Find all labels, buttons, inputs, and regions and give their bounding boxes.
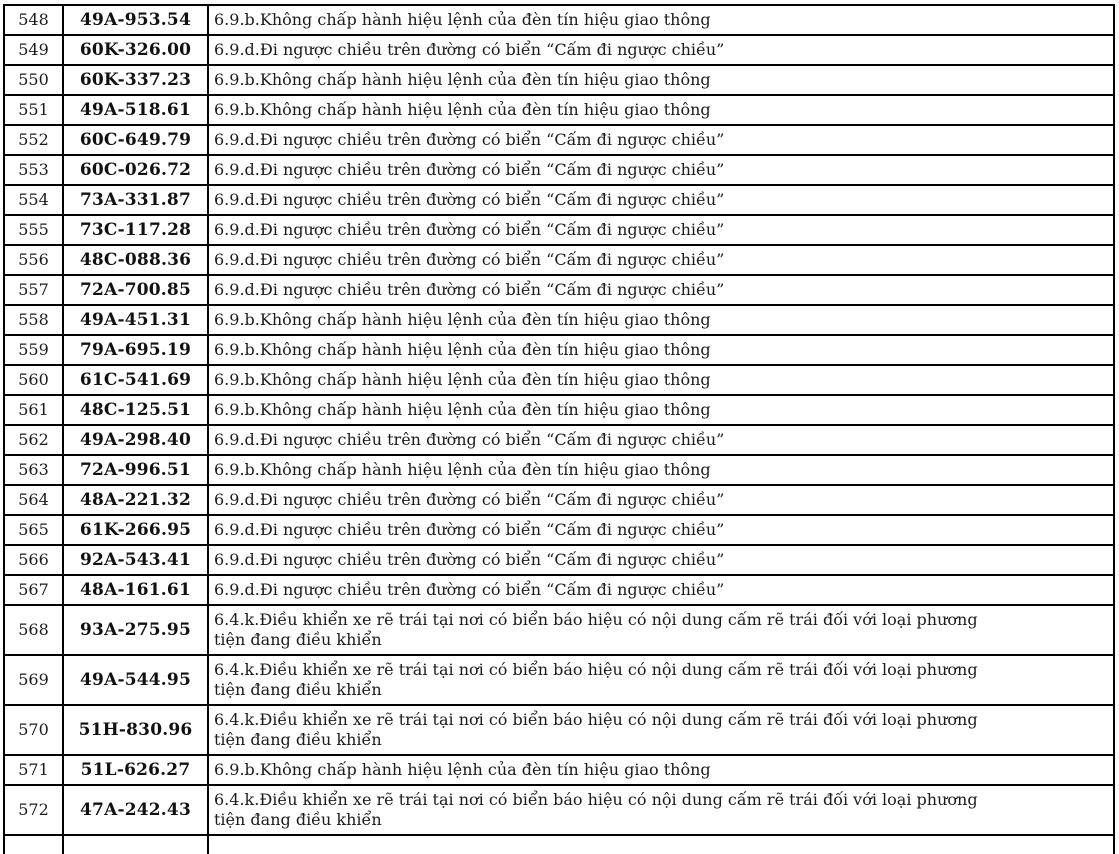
plate-number-cell: 61C-541.69 — [63, 365, 208, 395]
violation-row — [4, 485, 1114, 515]
row-number-cell: 567 — [4, 575, 63, 605]
violation-description-cell — [208, 545, 1114, 575]
plate-number-cell: 48C-125.51 — [63, 395, 208, 425]
violation-description-text: 6.9.b.Không chấp hành hiệu lệnh của đèn tín hiệu giao thông — [214, 760, 711, 779]
violation-description-text: 6.9.d.Đi ngược chiều trên đường có biển “Cấm đi ngược chiều” — [214, 520, 725, 539]
violation-description-text: 6.9.d.Đi ngược chiều trên đường có biển “Cấm đi ngược chiều” — [214, 430, 725, 449]
violation-row — [4, 605, 1114, 655]
violation-row — [4, 245, 1114, 275]
violation-description-text: 6.9.d.Đi ngược chiều trên đường có biển “Cấm đi ngược chiều” — [214, 220, 725, 239]
violation-description-cell — [208, 785, 1114, 835]
row-number-cell: 572 — [4, 785, 63, 835]
violation-description-text: 6.4.k.Điều khiển xe rẽ trái tại nơi có biển báo hiệu có nội dung cấm rẽ trái đối với loại phương tiện đang điều khiển — [214, 710, 978, 749]
violation-description-cell — [208, 755, 1114, 785]
violation-description-text: 6.4.k.Điều khiển xe rẽ trái tại nơi có biển báo hiệu có nội dung cấm rẽ trái đối với loại phương tiện đang điều khiển — [214, 790, 978, 829]
violation-description-text: 6.9.d.Đi ngược chiều trên đường có biển “Cấm đi ngược chiều” — [214, 280, 725, 299]
violation-description-text: 6.9.b.Không chấp hành hiệu lệnh của đèn tín hiệu giao thông — [214, 100, 711, 119]
row-number-cell: 570 — [4, 705, 63, 755]
row-number-cell: 555 — [4, 215, 63, 245]
violation-description-cell — [208, 95, 1114, 125]
row-number-cell: 559 — [4, 335, 63, 365]
plate-number-cell: 47A-242.43 — [63, 785, 208, 835]
plate-number-cell: 60C-026.72 — [63, 155, 208, 185]
violation-description-cell — [208, 705, 1114, 755]
partial-next-row — [4, 835, 1114, 854]
violation-row — [4, 335, 1114, 365]
row-number-cell: 553 — [4, 155, 63, 185]
row-number-cell: 569 — [4, 655, 63, 705]
violation-description-text: 6.9.d.Đi ngược chiều trên đường có biển “Cấm đi ngược chiều” — [214, 250, 725, 269]
violation-description-text: 6.9.b.Không chấp hành hiệu lệnh của đèn tín hiệu giao thông — [214, 460, 711, 479]
row-number-cell: 552 — [4, 125, 63, 155]
violation-row — [4, 705, 1114, 755]
violation-row — [4, 785, 1114, 835]
row-number-cell: 565 — [4, 515, 63, 545]
violation-description-text: 6.9.b.Không chấp hành hiệu lệnh của đèn tín hiệu giao thông — [214, 370, 711, 389]
violation-row — [4, 515, 1114, 545]
violation-description-cell — [208, 275, 1114, 305]
plate-number-cell: 73C-117.28 — [63, 215, 208, 245]
row-number-cell: 563 — [4, 455, 63, 485]
plate-number-cell: 48A-221.32 — [63, 485, 208, 515]
row-number-cell: 558 — [4, 305, 63, 335]
violation-description-text: 6.9.d.Đi ngược chiều trên đường có biển “Cấm đi ngược chiều” — [214, 490, 725, 509]
plate-number-cell: 61K-266.95 — [63, 515, 208, 545]
row-number-cell: 560 — [4, 365, 63, 395]
violation-description-cell — [208, 305, 1114, 335]
violation-description-text: 6.4.k.Điều khiển xe rẽ trái tại nơi có biển báo hiệu có nội dung cấm rẽ trái đối với loại phương tiện đang điều khiển — [214, 610, 978, 649]
violation-description-text: 6.9.d.Đi ngược chiều trên đường có biển “Cấm đi ngược chiều” — [214, 190, 725, 209]
row-number-cell: 549 — [4, 35, 63, 65]
violation-row — [4, 575, 1114, 605]
violation-row — [4, 65, 1114, 95]
violation-description-text: 6.9.b.Không chấp hành hiệu lệnh của đèn tín hiệu giao thông — [214, 70, 711, 89]
violation-row — [4, 305, 1114, 335]
plate-number-cell: 51H-830.96 — [63, 705, 208, 755]
violation-row — [4, 215, 1114, 245]
row-number-cell: 566 — [4, 545, 63, 575]
row-number-cell: 564 — [4, 485, 63, 515]
row-number-cell: 554 — [4, 185, 63, 215]
plate-number-cell: 60C-649.79 — [63, 125, 208, 155]
violation-row — [4, 155, 1114, 185]
violation-description-cell — [208, 455, 1114, 485]
violation-row — [4, 275, 1114, 305]
violation-description-cell — [208, 215, 1114, 245]
partial-row — [4, 835, 1114, 854]
plate-number-cell: 49A-298.40 — [63, 425, 208, 455]
plate-number-cell: 51L-626.27 — [63, 755, 208, 785]
row-number-cell: 550 — [4, 65, 63, 95]
violation-row — [4, 185, 1114, 215]
violation-description-cell — [208, 655, 1114, 705]
violation-description-cell — [208, 185, 1114, 215]
violation-row — [4, 455, 1114, 485]
row-number-cell: 551 — [4, 95, 63, 125]
violation-description-text: 6.9.b.Không chấp hành hiệu lệnh của đèn tín hiệu giao thông — [214, 10, 711, 29]
plate-number-cell: 93A-275.95 — [63, 605, 208, 655]
row-number-cell: 556 — [4, 245, 63, 275]
row-number-cell: 568 — [4, 605, 63, 655]
plate-number-cell: 73A-331.87 — [63, 185, 208, 215]
plate-number-cell: 72A-996.51 — [63, 455, 208, 485]
violation-description-text: 6.9.d.Đi ngược chiều trên đường có biển “Cấm đi ngược chiều” — [214, 160, 725, 179]
violation-description-cell — [208, 155, 1114, 185]
violation-description-text: 6.9.d.Đi ngược chiều trên đường có biển “Cấm đi ngược chiều” — [214, 550, 725, 569]
violation-row — [4, 5, 1114, 35]
violation-description-text: 6.9.b.Không chấp hành hiệu lệnh của đèn tín hiệu giao thông — [214, 340, 711, 359]
violation-description-cell — [208, 515, 1114, 545]
partial-plate-cell — [63, 835, 208, 854]
violation-description-cell — [208, 425, 1114, 455]
plate-number-cell: 49A-953.54 — [63, 5, 208, 35]
violation-description-text: 6.9.b.Không chấp hành hiệu lệnh của đèn tín hiệu giao thông — [214, 400, 711, 419]
plate-number-cell: 49A-451.31 — [63, 305, 208, 335]
violation-row — [4, 425, 1114, 455]
violation-description-cell — [208, 365, 1114, 395]
violations-table-body — [4, 5, 1114, 835]
violation-description-cell — [208, 245, 1114, 275]
partial-description-cell — [208, 835, 1114, 854]
violation-row — [4, 395, 1114, 425]
row-number-cell: 562 — [4, 425, 63, 455]
partial-row-number-cell — [4, 835, 63, 854]
plate-number-cell: 60K-337.23 — [63, 65, 208, 95]
violation-description-text: 6.9.d.Đi ngược chiều trên đường có biển “Cấm đi ngược chiều” — [214, 130, 725, 149]
row-number-cell: 561 — [4, 395, 63, 425]
plate-number-cell: 48C-088.36 — [63, 245, 208, 275]
violation-description-cell — [208, 335, 1114, 365]
plate-number-cell: 92A-543.41 — [63, 545, 208, 575]
plate-number-cell: 72A-700.85 — [63, 275, 208, 305]
violation-description-text: 6.9.b.Không chấp hành hiệu lệnh của đèn tín hiệu giao thông — [214, 310, 711, 329]
row-number-cell: 557 — [4, 275, 63, 305]
violation-row — [4, 655, 1114, 705]
plate-number-cell: 48A-161.61 — [63, 575, 208, 605]
violation-row — [4, 365, 1114, 395]
violation-description-text: 6.4.k.Điều khiển xe rẽ trái tại nơi có biển báo hiệu có nội dung cấm rẽ trái đối với loại phương tiện đang điều khiển — [214, 660, 978, 699]
row-number-cell: 571 — [4, 755, 63, 785]
violation-row — [4, 545, 1114, 575]
plate-number-cell: 60K-326.00 — [63, 35, 208, 65]
violation-row — [4, 755, 1114, 785]
plate-number-cell: 79A-695.19 — [63, 335, 208, 365]
violations-table — [3, 4, 1115, 854]
violation-description-text: 6.9.d.Đi ngược chiều trên đường có biển “Cấm đi ngược chiều” — [214, 580, 725, 599]
violation-description-cell — [208, 605, 1114, 655]
violation-description-cell — [208, 125, 1114, 155]
violation-description-cell — [208, 65, 1114, 95]
violation-description-cell — [208, 395, 1114, 425]
violation-row — [4, 35, 1114, 65]
plate-number-cell: 49A-544.95 — [63, 655, 208, 705]
violation-description-cell — [208, 35, 1114, 65]
violation-description-text: 6.9.d.Đi ngược chiều trên đường có biển “Cấm đi ngược chiều” — [214, 40, 725, 59]
violation-row — [4, 125, 1114, 155]
row-number-cell: 548 — [4, 5, 63, 35]
violation-row — [4, 95, 1114, 125]
violation-description-cell — [208, 5, 1114, 35]
violation-description-cell — [208, 575, 1114, 605]
plate-number-cell: 49A-518.61 — [63, 95, 208, 125]
violation-description-cell — [208, 485, 1114, 515]
